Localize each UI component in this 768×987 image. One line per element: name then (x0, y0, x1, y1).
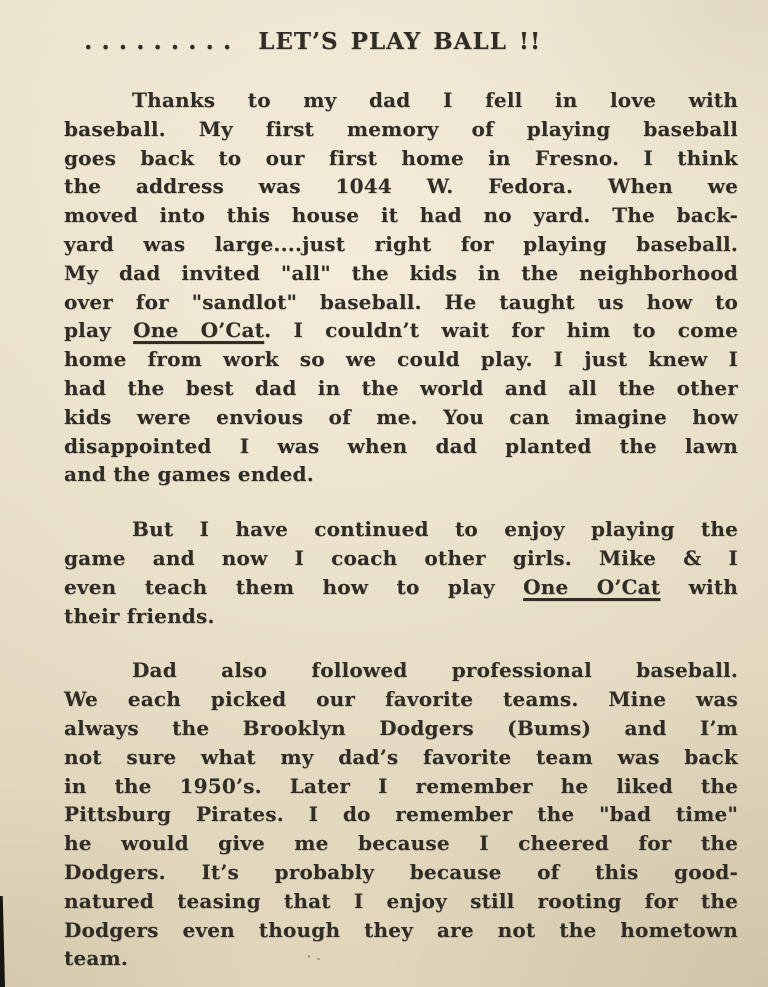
text-line: We each picked our favorite teams. Mine was (64, 687, 738, 712)
text-line: My dad invited "all" the kids in the neighborhood (64, 260, 738, 285)
text-line: the address was 1044 W. Fedora. When we (64, 174, 738, 199)
text-line: disappointed I was when dad planted the lawn (64, 433, 738, 458)
text-line: in the 1950’s. Later I remember he liked the (64, 773, 738, 798)
text-line: home from work so we could play. I just knew I (64, 347, 738, 372)
text-line: even teach them how to play One O’Cat with (64, 574, 739, 599)
paragraph (64, 656, 738, 973)
text-line: yard was large....just right for playing baseball. (64, 231, 738, 256)
text-line: over for "sandlot" baseball. He taught us how to (64, 289, 738, 314)
text-line: Dodgers. It’s probably because of this good- (64, 859, 738, 884)
text-line: had the best dad in the world and all the other (64, 375, 738, 400)
text-line: But I have continued to enjoy playing the (132, 517, 738, 542)
text-line: kids were envious of me. You can imagine how (64, 404, 738, 429)
paragraph (64, 86, 738, 489)
text-line: moved into this house it had no yard. The back- (64, 203, 738, 228)
text-line: not sure what my dad’s favorite team was back (64, 744, 738, 769)
title-leader-dots: ......... (84, 26, 241, 55)
text-line: game and now I coach other girls. Mike & I (64, 545, 738, 570)
document-body (64, 86, 738, 973)
text-line: baseball. My first memory of playing baseball (64, 116, 738, 141)
text-line: always the Brooklyn Dodgers (Bums) and I’m (64, 715, 738, 740)
paper-speck (317, 958, 320, 960)
text-line: play One O’Cat. I couldn’t wait for him to come (64, 318, 738, 343)
text-line: and the games ended. (64, 462, 314, 487)
paragraph (64, 515, 738, 630)
text-line: their friends. (64, 603, 215, 628)
text-line: Dad also followed professional baseball. (132, 658, 738, 683)
paper-speck (308, 955, 310, 958)
title-text: LET’S PLAY BALL !! (258, 28, 542, 55)
text-line: team. (64, 946, 129, 971)
text-line: natured teasing that I enjoy still rooting for the (64, 888, 738, 913)
document-title (84, 26, 541, 57)
text-line: Pittsburg Pirates. I do remember the "bad time" (64, 802, 738, 827)
text-line: goes back to our first home in Fresno. I think (64, 145, 738, 170)
text-line: he would give me because I cheered for the (64, 831, 738, 856)
scan-artifact-bar (0, 896, 5, 987)
text-line: Thanks to my dad I fell in love with (132, 88, 738, 112)
text-line: Dodgers even though they are not the hometown (64, 917, 738, 942)
